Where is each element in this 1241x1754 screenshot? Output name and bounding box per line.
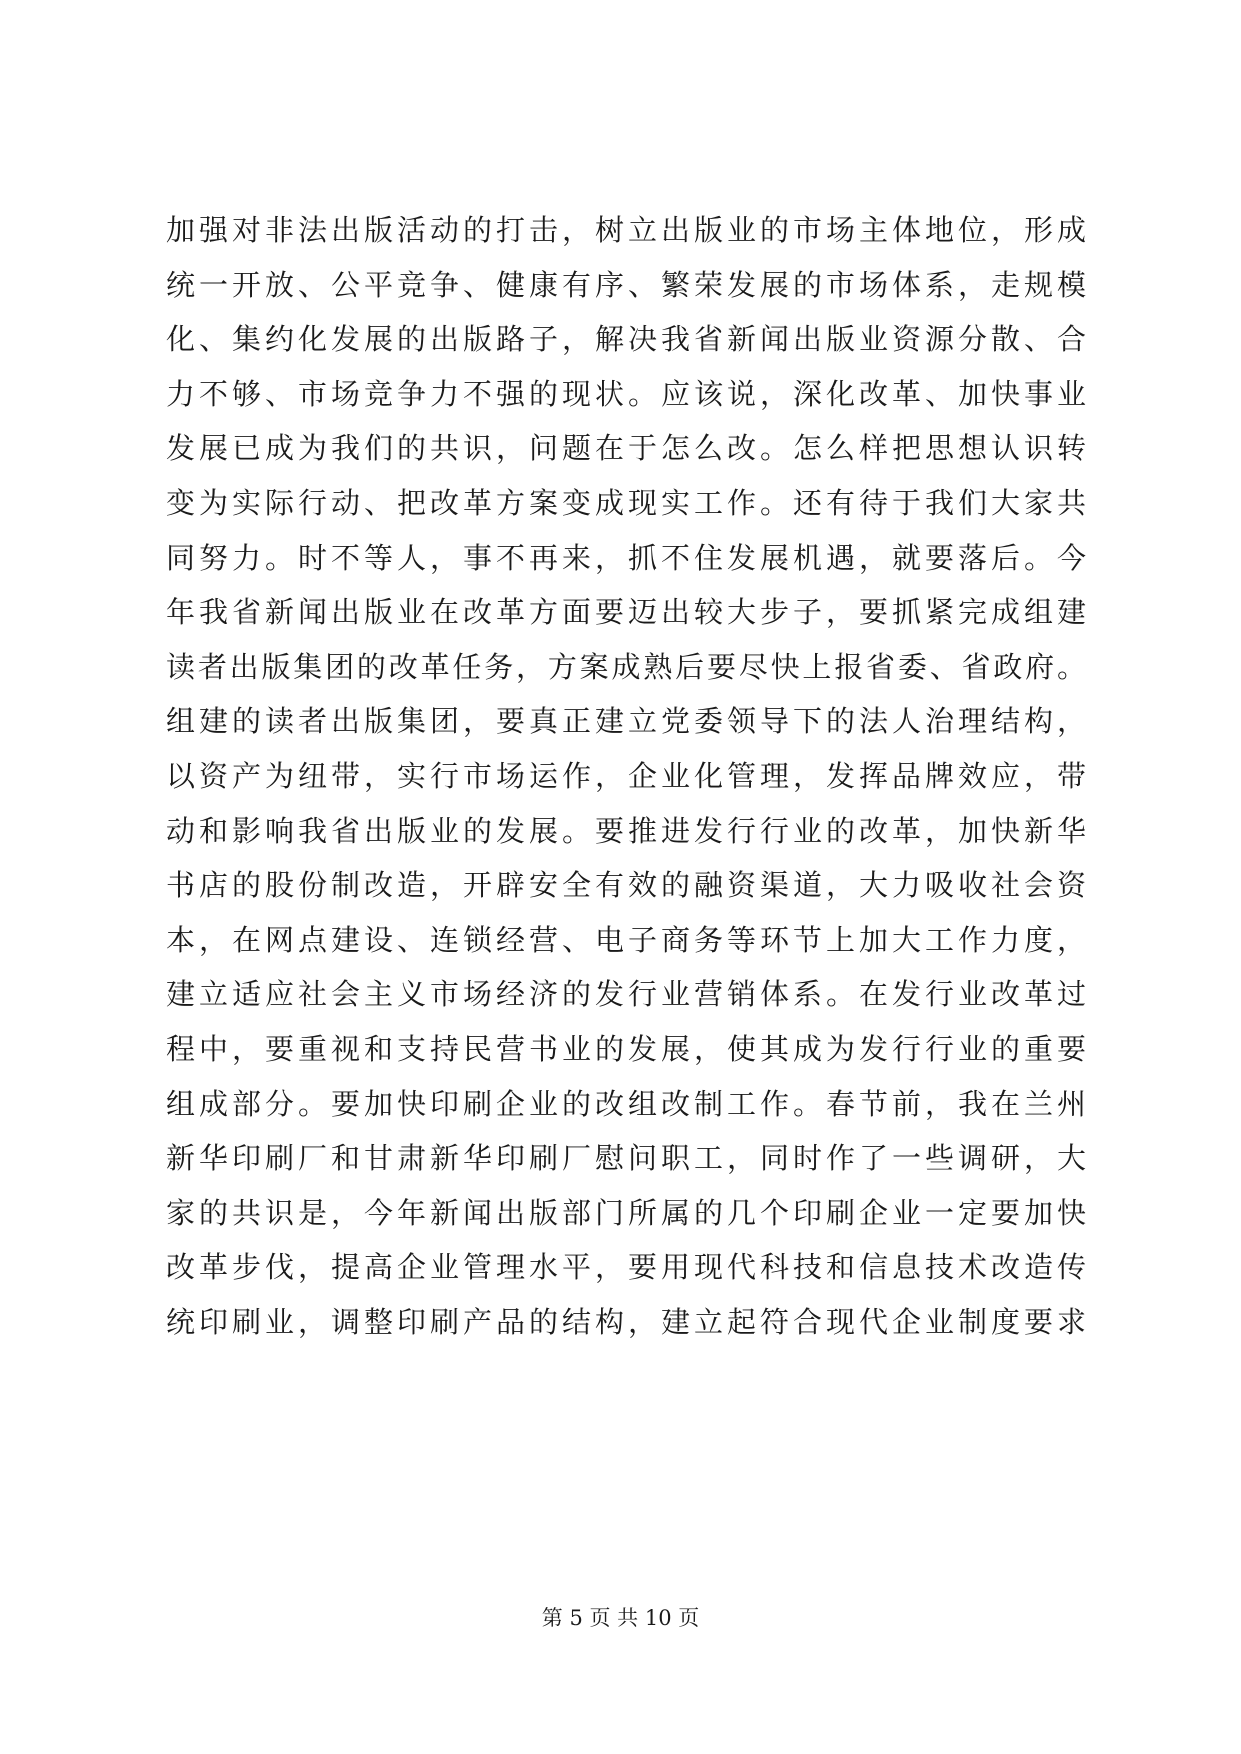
text-line: 化、集约化发展的出版路子，解决我省新闻出版业资源分散、合 — [166, 322, 1086, 357]
text-line: 动和影响我省出版业的发展。要推进发行行业的改革，加快新华 — [166, 813, 1086, 848]
page-number: 第 5 页 共 10 页 — [541, 1606, 700, 1630]
text-line: 年我省新闻出版业在改革方面要迈出较大步子，要抓紧完成组建 — [166, 595, 1086, 630]
text-line: 读者出版集团的改革任务，方案成熟后要尽快上报省委、省政府。 — [166, 649, 1086, 684]
text-line: 建立适应社会主义市场经济的发行业营销体系。在发行业改革过 — [166, 977, 1086, 1012]
text-line: 统一开放、公平竞争、健康有序、繁荣发展的市场体系，走规模 — [166, 267, 1086, 302]
page-footer — [0, 1604, 1241, 1632]
text-line: 以资产为纽带，实行市场运作，企业化管理，发挥品牌效应，带 — [166, 758, 1086, 793]
text-line: 组建的读者出版集团，要真正建立党委领导下的法人治理结构， — [166, 704, 1086, 739]
text-line: 统印刷业，调整印刷产品的结构，建立起符合现代企业制度要求 — [166, 1304, 1086, 1339]
text-line: 同努力。时不等人，事不再来，抓不住发展机遇，就要落后。今 — [166, 540, 1086, 575]
text-line: 改革步伐，提高企业管理水平，要用现代科技和信息技术改造传 — [166, 1250, 1086, 1285]
text-line: 变为实际行动、把改革方案变成现实工作。还有待于我们大家共 — [166, 485, 1086, 520]
body-text — [166, 203, 1086, 1349]
text-line: 程中，要重视和支持民营书业的发展，使其成为发行行业的重要 — [166, 1031, 1086, 1066]
text-line: 本，在网点建设、连锁经营、电子商务等环节上加大工作力度， — [166, 922, 1086, 957]
text-line: 组成部分。要加快印刷企业的改组改制工作。春节前，我在兰州 — [166, 1086, 1086, 1121]
text-line: 力不够、市场竞争力不强的现状。应该说，深化改革、加快事业 — [166, 376, 1086, 411]
text-line: 书店的股份制改造，开辟安全有效的融资渠道，大力吸收社会资 — [166, 868, 1086, 903]
text-line: 家的共识是，今年新闻出版部门所属的几个印刷企业一定要加快 — [166, 1195, 1086, 1230]
text-line: 发展已成为我们的共识，问题在于怎么改。怎么样把思想认识转 — [166, 431, 1086, 466]
text-line: 新华印刷厂和甘肃新华印刷厂慰问职工，同时作了一些调研，大 — [166, 1141, 1086, 1176]
text-line: 加强对非法出版活动的打击，树立出版业的市场主体地位，形成 — [166, 213, 1086, 247]
